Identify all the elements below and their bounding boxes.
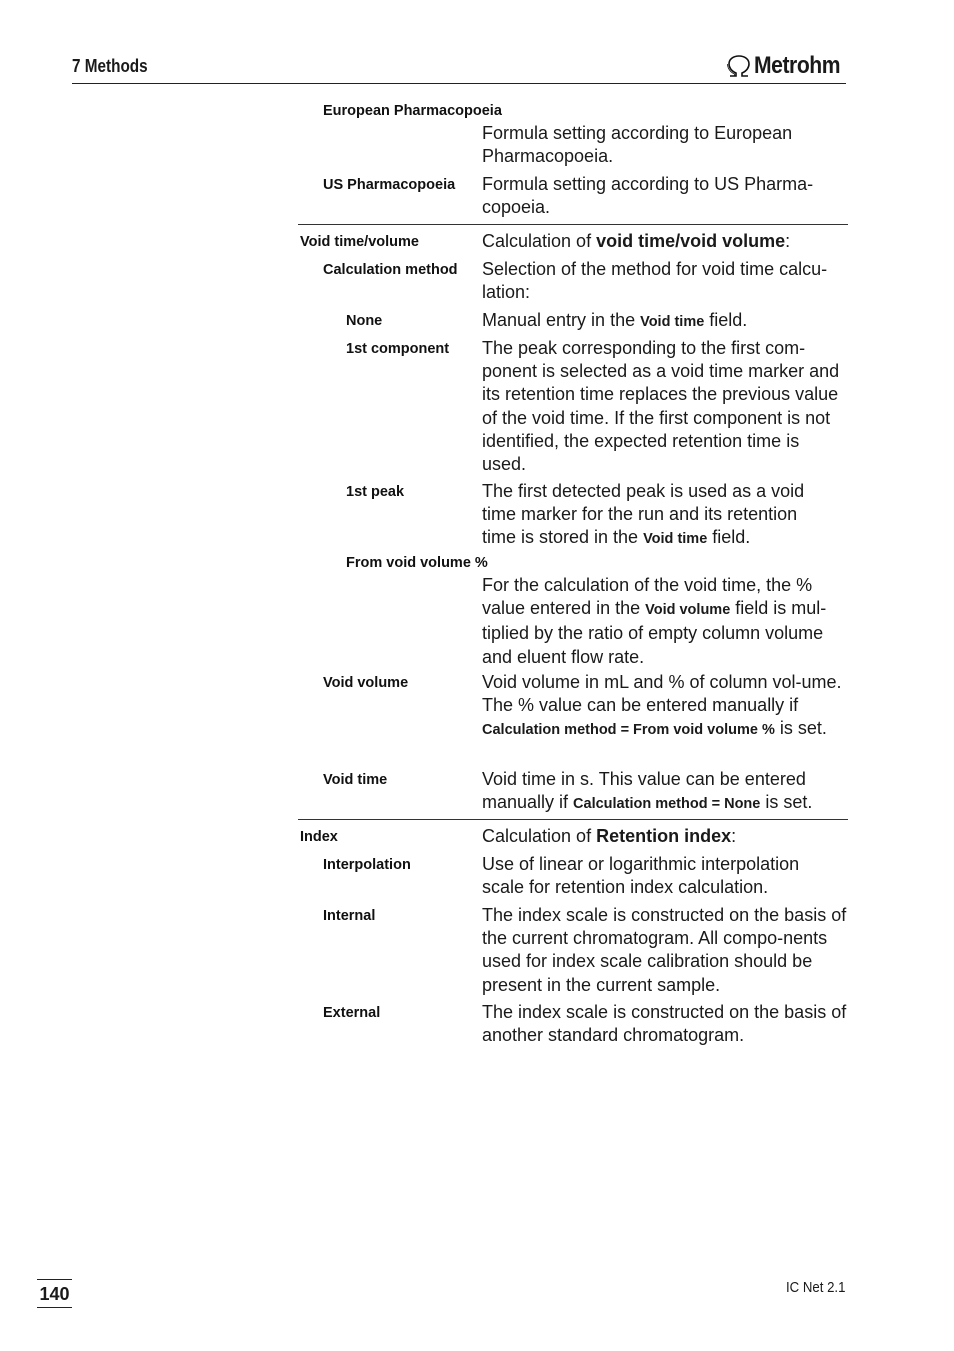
desc-void-time-volume: Calculation of void time/void volume:: [482, 231, 791, 251]
logo-text: Metrohm: [754, 52, 841, 79]
term-from-void-volume: From void volume %: [346, 555, 488, 571]
term-index: Index: [300, 829, 338, 845]
desc-internal: The index scale is constructed on the basis of the current chromatogram. All compo-nents used for index scale calibration should be present in the current sample.: [482, 905, 847, 995]
desc-interpolation: Use of linear or logarithmic interpolation scale for retention index calculation.: [482, 854, 800, 898]
desc-1st-component: The peak corresponding to the first com-ponent is selected as a void time marker and its retention time replaces the previous value of the void time. If the first component is not identified, the expected retention time is used.: [482, 338, 840, 475]
desc-void-time: Void time in s. This value can be entered manually if Calculation method = None is set.: [482, 769, 813, 813]
desc-us-pharmacopoeia: Formula setting according to US Pharma-copoeia.: [482, 174, 814, 218]
desc-void-volume: Void volume in mL and % of column vol-ume. The % value can be entered manually if Calculation method = From void volume % is set.: [482, 672, 842, 739]
term-us-pharmacopoeia: US Pharmacopoeia: [323, 177, 456, 193]
term-none: None: [346, 313, 383, 329]
product-name: IC Net 2.1: [786, 1279, 846, 1296]
term-external: External: [323, 1005, 381, 1021]
page-number: 140: [37, 1279, 72, 1308]
section-title: 7 Methods: [72, 56, 148, 76]
desc-index: Calculation of Retention index:: [482, 826, 737, 846]
desc-from-void-volume: For the calculation of the void time, the % value entered in the Void volume field is mul-tiplied by the ratio of empty column volume and eluent flow rate.: [482, 575, 827, 667]
desc-none: Manual entry in the Void time field.: [482, 310, 748, 330]
header-rule: [72, 83, 846, 84]
term-internal: Internal: [323, 908, 376, 924]
section-divider: [298, 224, 848, 225]
term-1st-component: 1st component: [346, 341, 450, 357]
term-void-time-volume: Void time/volume: [300, 234, 419, 250]
desc-external: The index scale is constructed on the basis of another standard chromatogram.: [482, 1002, 847, 1046]
term-interpolation: Interpolation: [323, 857, 411, 873]
term-1st-peak: 1st peak: [346, 484, 405, 500]
term-void-volume: Void volume: [323, 675, 409, 691]
desc-european-pharmacopoeia: Formula setting according to European Pharmacopoeia.: [482, 123, 793, 167]
term-void-time: Void time: [323, 772, 388, 788]
metrohm-logo: [726, 52, 852, 80]
desc-calculation-method: Selection of the method for void time calcu-lation:: [482, 259, 828, 303]
term-calculation-method: Calculation method: [323, 262, 458, 278]
term-european-pharmacopoeia: European Pharmacopoeia: [323, 103, 502, 119]
section-divider: [298, 819, 848, 820]
omega-icon: [726, 54, 752, 78]
desc-1st-peak: The first detected peak is used as a void time marker for the run and its retention time is stored in the Void time field.: [482, 481, 805, 548]
